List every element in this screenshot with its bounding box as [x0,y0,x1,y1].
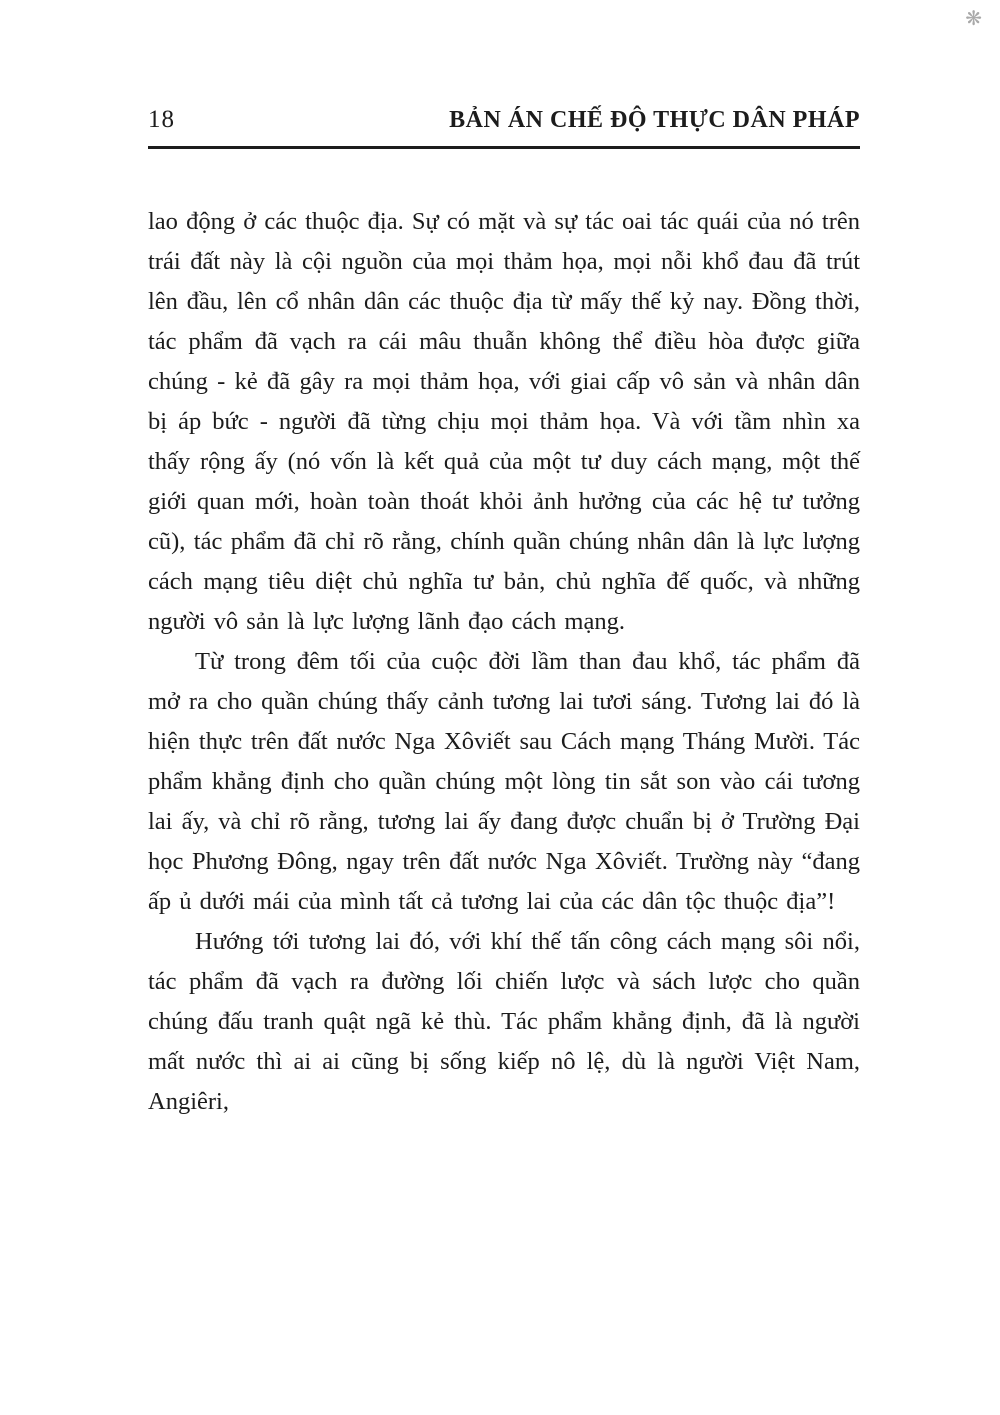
corner-ornament-icon: ❋ [965,6,982,30]
page-number: 18 [148,106,175,133]
body-paragraph: Từ trong đêm tối của cuộc đời lầm than đau khổ, tác phẩm đã mở ra cho quần chúng thấy cảnh tương lai tươi sáng. Tương lai đó là hiện thực trên đất nước Nga Xôviết sau Cách mạng Tháng Mười. Tác phẩm khẳng định cho quần chúng một lòng tin sắt son vào cái tương lai ấy, và chỉ rõ rằng, tương lai ấy đang được chuẩn bị ở Trường Đại học Phương Đông, ngay trên đất nước Nga Xôviết. Trường này “đang ấp ủ dưới mái của mình tất cả tương lai của các dân tộc thuộc địa”! [148,648,860,915]
page-body [148,202,860,1122]
body-paragraph: Hướng tới tương lai đó, với khí thế tấn công cách mạng sôi nổi, tác phẩm đã vạch ra đường lối chiến lược và sách lược cho quần chúng đấu tranh quật ngã kẻ thù. Tác phẩm khẳng định, đã là người mất nước thì ai ai cũng bị sống kiếp nô lệ, dù là người Việt Nam, Angiêri, [148,928,860,1115]
running-head-title: BẢN ÁN CHẾ ĐỘ THỰC DÂN PHÁP [449,107,860,133]
body-paragraph: lao động ở các thuộc địa. Sự có mặt và sự tác oai tác quái của nó trên trái đất này là cội nguồn của mọi thảm họa, mọi nỗi khổ đau đã trút lên đầu, lên cổ nhân dân các thuộc địa từ mấy thế kỷ nay. Đồng thời, tác phẩm đã vạch ra cái mâu thuẫn không thể điều hòa được giữa chúng - kẻ đã gây ra mọi thảm họa, với giai cấp vô sản và nhân dân bị áp bức - người đã từng chịu mọi thảm họa. Và với tầm nhìn xa thấy rộng ấy (nó vốn là kết quả của một tư duy cách mạng, một thế giới quan mới, hoàn toàn thoát khỏi ảnh hưởng của các hệ tư tưởng cũ), tác phẩm đã chỉ rõ rằng, chính quần chúng nhân dân là lực lượng cách mạng tiêu diệt chủ nghĩa tư bản, chủ nghĩa đế quốc, và những người vô sản là lực lượng lãnh đạo cách mạng. [148,208,860,635]
page-header [148,106,860,149]
